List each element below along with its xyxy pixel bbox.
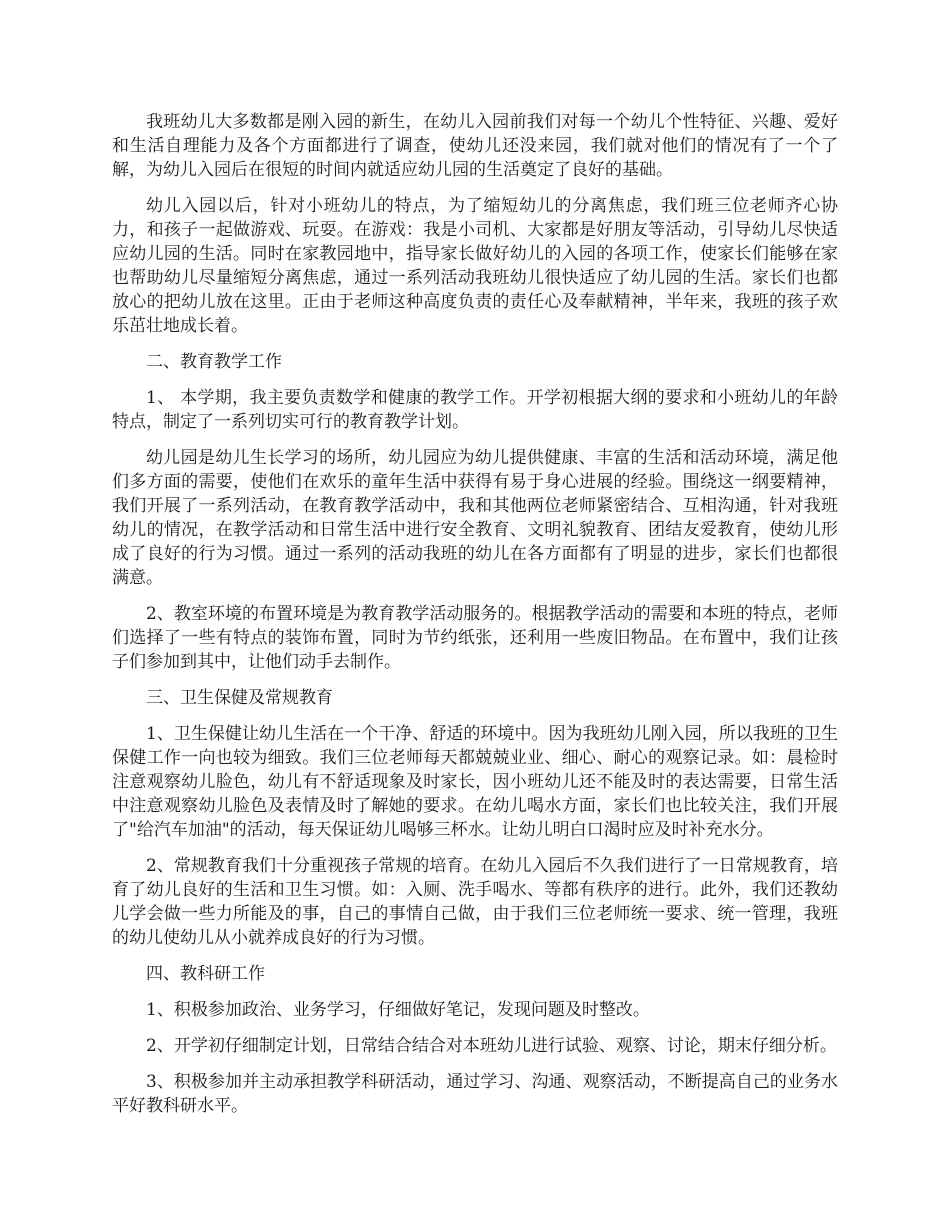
paragraph: 1、卫生保健让幼儿生活在一个干净、舒适的环境中。因为我班幼儿刚入园，所以我班的卫生保健工作一向也较为细致。我们三位老师每天都兢兢业业、细心、耐心的观察记录。如：晨检时注意观察幼儿脸色，幼儿有不舒适现象及时家长，因小班幼儿还不能及时的表达需要，日常生活中注意观察幼儿脸色及表情及时了解她的要求。在幼儿喝水方面，家长们也比较关注，我们开展了"给汽车加油"的活动，每天保证幼儿喝够三杯水。让幼儿明白口渴时应及时补充水分。 [112, 724, 838, 840]
paragraph: 1、 本学期，我主要负责数学和健康的教学工作。开学初根据大纲的要求和小班幼儿的年龄特点，制定了一系列切实可行的教育教学计划。 [112, 388, 838, 432]
paragraph: 3、积极参加并主动承担教学科研活动，通过学习、沟通、观察活动，不断提高自己的业务水平好教科研水平。 [112, 1072, 838, 1116]
document-page [112, 110, 838, 1130]
paragraph: 2、开学初仔细制定计划，日常结合结合对本班幼儿进行试验、观察、讨论，期末仔细分析。 [146, 1036, 837, 1056]
paragraph: 幼儿园是幼儿生长学习的场所，幼儿园应为幼儿提供健康、丰富的生活和活动环境，满足他们多方面的需要，使他们在欢乐的童年生活中获得有易于身心进展的经验。围绕这一纲要精神，我们开展了一系列活动，在教育教学活动中，我和其他两位老师紧密结合、互相沟通，针对我班幼儿的情况，在教学活动和日常生活中进行安全教育、文明礼貌教育、团结友爱教育，使幼儿形成了良好的行为习惯。通过一系列的活动我班的幼儿在各方面都有了明显的进步，家长们也都很满意。 [112, 448, 838, 588]
paragraph: 2、常规教育我们十分重视孩子常规的培育。在幼儿入园后不久我们进行了一日常规教育，培育了幼儿良好的生活和卫生习惯。如：入厕、洗手喝水、等都有秩序的进行。此外，我们还教幼儿学会做一些力所能及的事，自己的事情自己做，由于我们三位老师统一要求、统一管理，我班的幼儿使幼儿从小就养成良好的行为习惯。 [112, 856, 838, 948]
section-heading: 四、教科研工作 [146, 964, 265, 984]
section-heading: 三、卫生保健及常规教育 [146, 688, 333, 708]
paragraph: 我班幼儿大多数都是刚入园的新生，在幼儿入园前我们对每一个幼儿个性特征、兴趣、爱好和生活自理能力及各个方面都进行了调查，使幼儿还没来园，我们就对他们的情况有了一个了解，为幼儿入园后在很短的时间内就适应幼儿园的生活奠定了良好的基础。 [112, 112, 838, 180]
paragraph: 1、积极参加政治、业务学习，仔细做好笔记，发现问题及时整改。 [146, 1000, 650, 1020]
paragraph: 2、教室环境的布置环境是为教育教学活动服务的。根据教学活动的需要和本班的特点，老师们选择了一些有特点的装饰布置，同时为节约纸张，还利用一些废旧物品。在布置中，我们让孩子们参加到其中，让他们动手去制作。 [112, 604, 838, 672]
section-heading: 二、教育教学工作 [146, 352, 282, 372]
paragraph: 幼儿入园以后，针对小班幼儿的特点，为了缩短幼儿的分离焦虑，我们班三位老师齐心协力，和孩子一起做游戏、玩耍。在游戏：我是小司机、大家都是好朋友等活动，引导幼儿尽快适应幼儿园的生活。同时在家教园地中，指导家长做好幼儿的入园的各项工作，使家长们能够在家也帮助幼儿尽量缩短分离焦虑，通过一系列活动我班幼儿很快适应了幼儿园的生活。家长们也都放心的把幼儿放在这里。正由于老师这种高度负责的责任心及奉献精神，半年来，我班的孩子欢乐茁壮地成长着。 [112, 196, 838, 336]
